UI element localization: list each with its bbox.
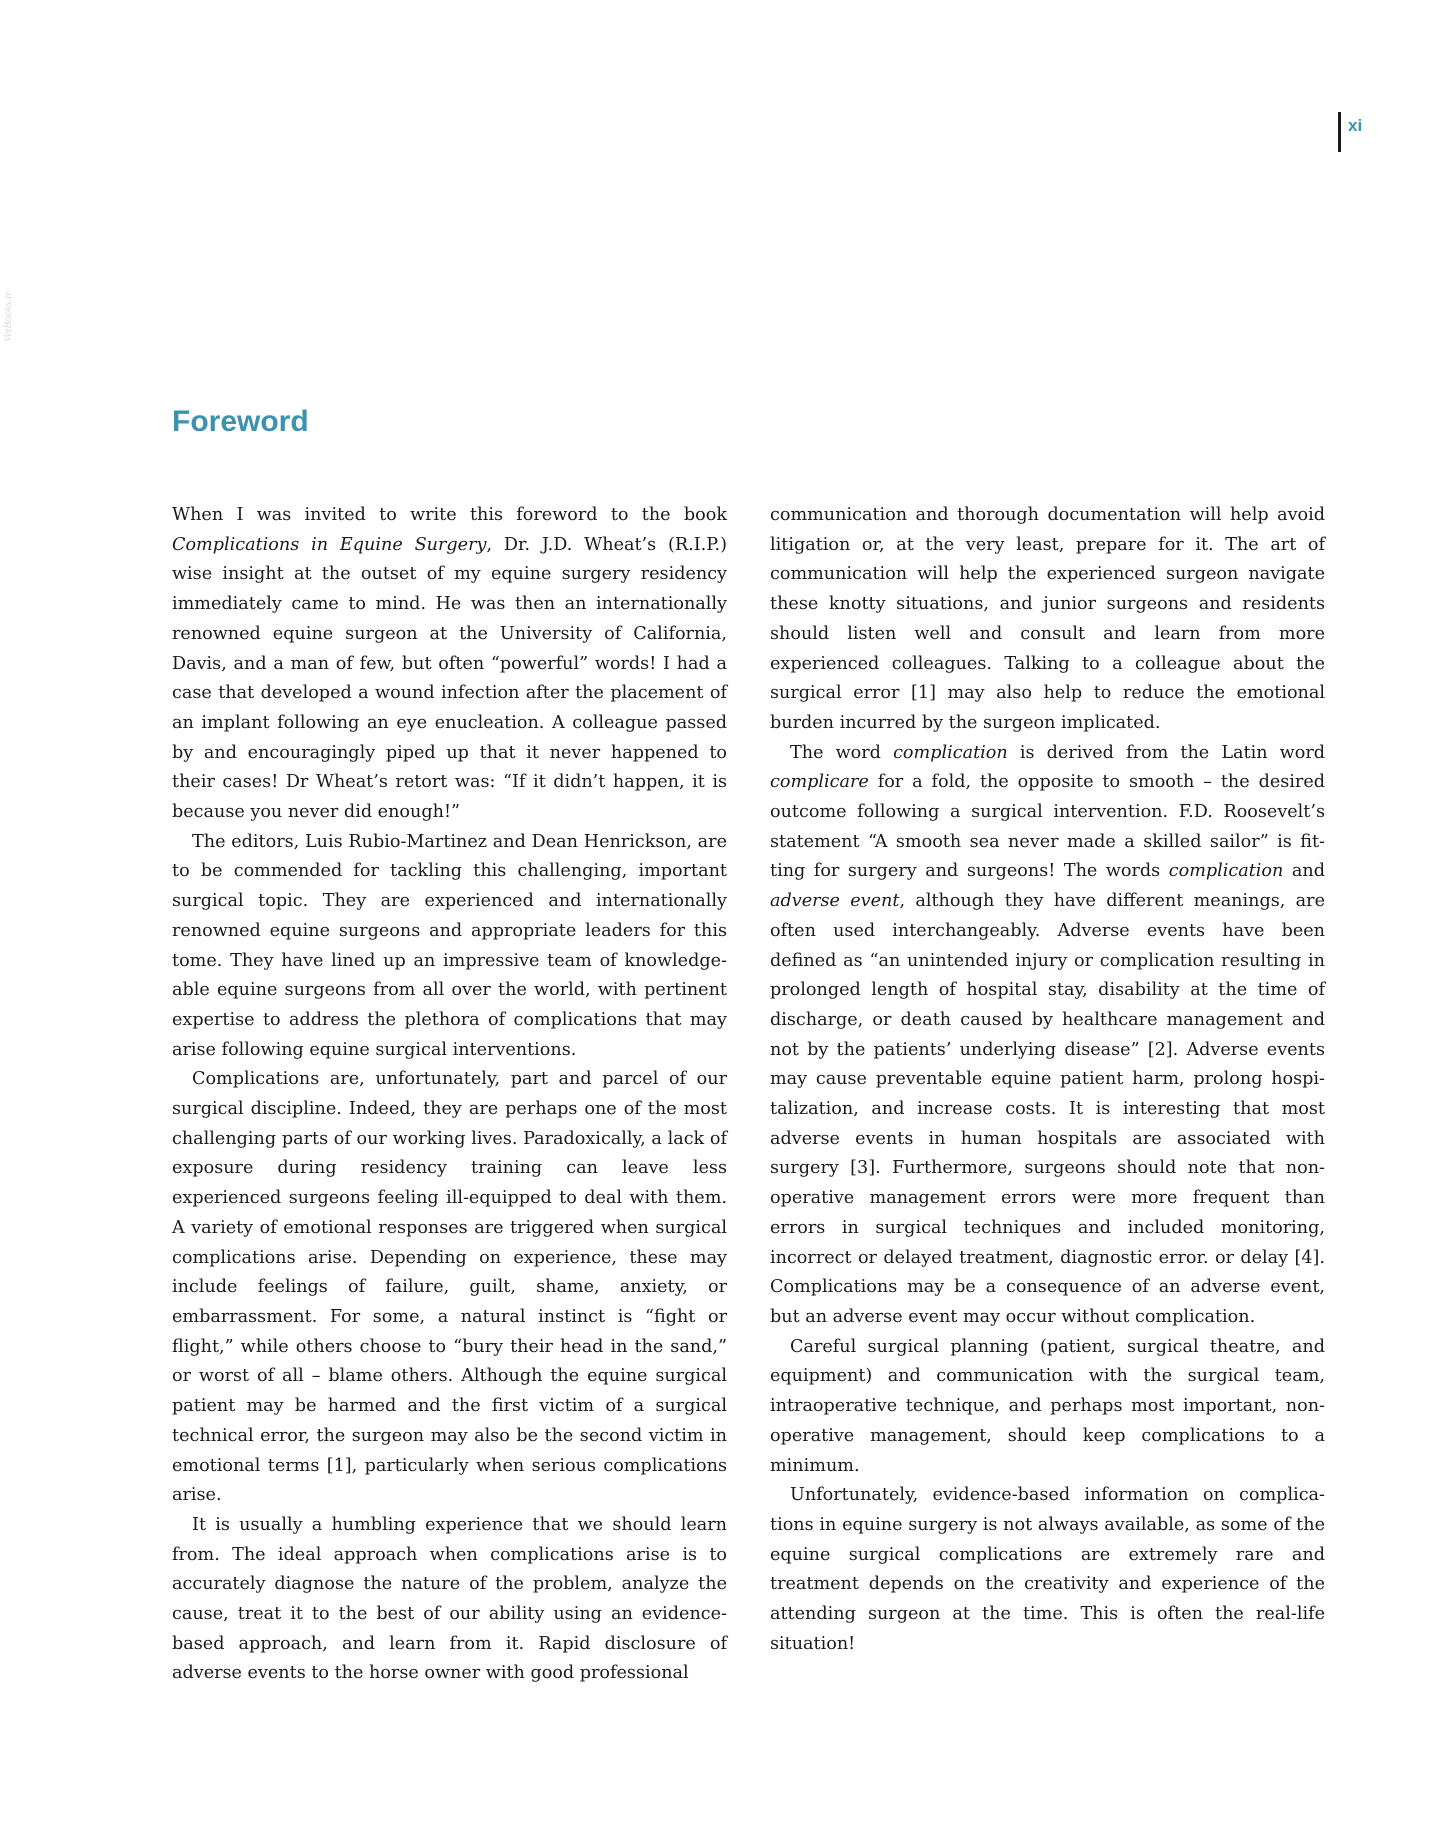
- text-run: The word: [790, 742, 894, 763]
- paragraph: [770, 1481, 1325, 1659]
- text-run: , although they have different meanings, are often used interchangeably. Adverse events have been defined as “an unintended injury or complication resulting in prolonged length of hospital stay, disability at the time of discharge, or death caused by healthcare management and not by the patients’ underlying disease” [2]. Adverse events may cause preventable equine patient harm, prolong hospitalization, and increase costs. It is interesting that most adverse events in human hospitals are associated with surgery [3]. Furthermore, surgeons should note that non-operative management errors were more frequent than errors in surgical techniques and included monitoring, incorrect or delayed treatment, diagnostic error. or delay [4]. Complications may be a consequence of an adverse event, but an adverse event may occur without complication.: [770, 891, 1325, 1327]
- italic-text: complicare: [770, 772, 869, 793]
- paragraph: [770, 739, 1325, 1333]
- text-run: The editors, Luis Rubio-Martinez and Dean Henrickson, are to be commended for tackling this challenging, important surgical topic. They are experienced and internationally renowned equine surgeons and appropriate leaders for this tome. They have lined up an impressive team of knowledgeable equine surgeons from all over the world, with pertinent expertise to address the plethora of complications that may arise following equine surgical interventions.: [172, 831, 727, 1060]
- paragraph: [770, 501, 1325, 739]
- italic-text: Complications in Equine Surgery: [172, 534, 487, 555]
- paragraph: [172, 1065, 727, 1511]
- paragraph: [172, 1511, 727, 1689]
- text-column-left: [172, 501, 727, 1689]
- italic-text: complication: [1168, 861, 1284, 882]
- text-run: Careful surgical planning (patient, surgical theatre, and equipment) and communication with the surgical team, intraoperative technique, and perhaps most important, non-operative management, should keep complications to a minimum.: [770, 1336, 1325, 1476]
- text-run: Unfortunately, evidence-based information on complications in equine surgery is not always available, as some of the equine surgical complications are extremely rare and treatment depends on the creativity and experience of the attending surgeon at the time. This is often the real-life situation!: [770, 1485, 1325, 1654]
- paragraph: [172, 501, 727, 828]
- italic-text: complication: [893, 742, 1008, 763]
- text-run: When I was invited to write this foreword to the book: [172, 505, 727, 525]
- text-run: communication and thorough documentation will help avoid litigation or, at the very least, prepare for it. The art of communication will help the experienced surgeon navigate these knotty situations, and junior surgeons and residents should listen well and consult and learn from more experienced colleagues. Talking to a colleague about the surgical error [1] may also help to reduce the emotional burden incurred by the surgeon implicated.: [770, 505, 1325, 733]
- paragraph: [770, 1333, 1325, 1482]
- text-run: Complications are, unfortunately, part and parcel of our surgical discipline. Indeed, they are perhaps one of the most challenging parts of our working lives. Paradoxically, a lack of exposure during residency training can leave less experienced surgeons feeling ill-equipped to deal with them. A variety of emotional responses are triggered when surgical complications arise. Depending on experience, these may include feelings of failure, guilt, shame, anxiety, or embarrassment. For some, a natural instinct is “fight or flight,” while others choose to “bury their head in the sand,” or worst of all – blame others. Although the equine surgical patient may be harmed and the first victim of a surgical technical error, the surgeon may also be the second victim in emotional terms [1], particularly when serious complications arise.: [172, 1069, 727, 1506]
- text-run: for a fold, the opposite to smooth – the desired outcome following a surgical intervention. F.D. Roosevelt’s statement “A smooth sea never made a skilled sailor” is fitting for surgery and surgeons! The words: [770, 772, 1325, 882]
- text-run: and: [1283, 861, 1325, 882]
- page-number: xi: [1348, 116, 1363, 135]
- text-run: It is usually a humbling experience that we should learn from. The ideal approach when complications arise is to accurately diagnose the nature of the problem, analyze the cause, treat it to the best of our ability using an evidence-based approach, and learn from it. Rapid disclosure of adverse events to the horse owner with good professional: [172, 1514, 727, 1684]
- text-run: , Dr. J.D. Wheat’s (R.I.P.) wise insight at the outset of my equine surgery residency immediately came to mind. He was then an internationally renowned equine surgeon at the University of California, Davis, and a man of few, but often “powerful” words! I had a case that developed a wound infection after the placement of an implant following an eye enucleation. A colleague passed by and encouragingly piped up that it never happened to their cases! Dr Wheat’s retort was: “If it didn’t happen, it is because you never did enough!”: [172, 534, 727, 823]
- text-run: is derived from the Latin word: [1007, 742, 1325, 763]
- text-column-right: [770, 501, 1325, 1659]
- paragraph: [172, 828, 727, 1066]
- page-title: Foreword: [172, 405, 309, 438]
- watermark: VetBooks.ir: [2, 291, 14, 342]
- page-number-rule: [1338, 112, 1341, 152]
- italic-text: adverse event: [770, 891, 900, 912]
